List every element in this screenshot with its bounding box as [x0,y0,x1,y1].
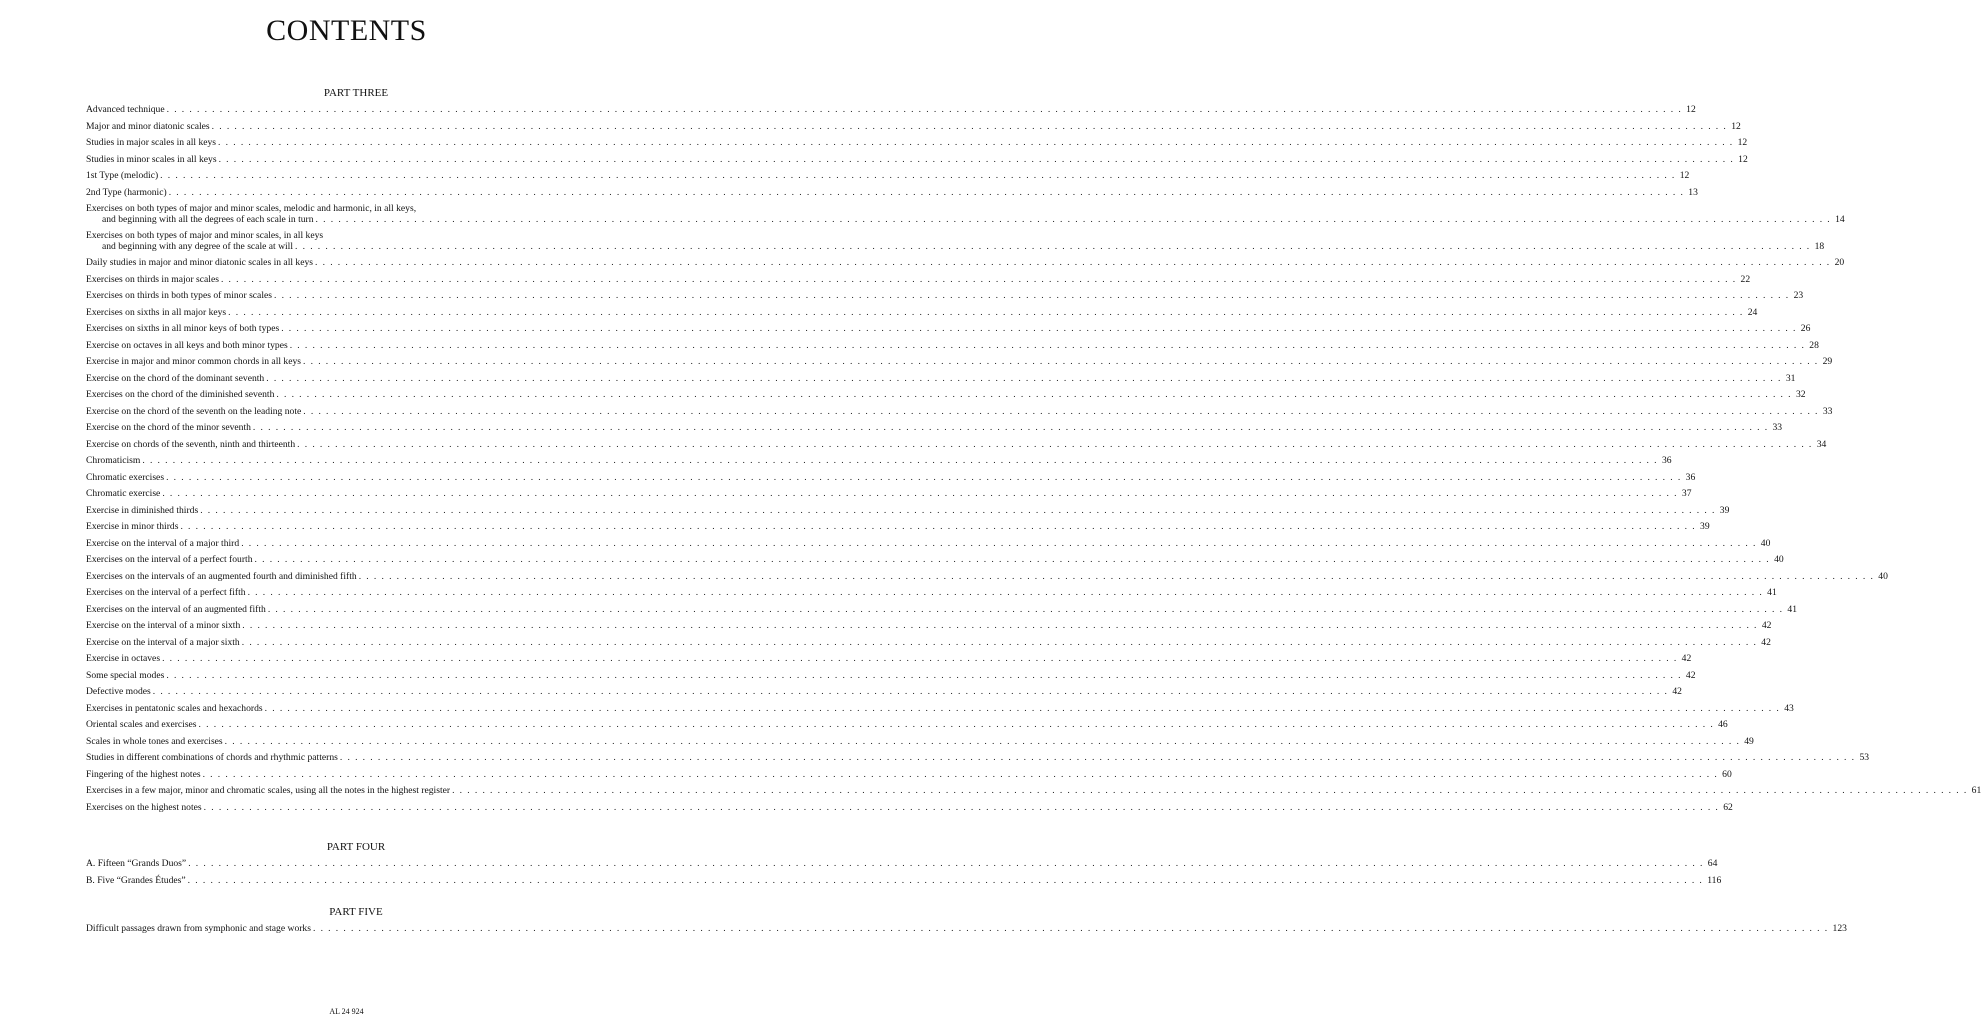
toc-entry-page: 39 [1719,504,1730,516]
dot-leader: . . . . . . . . . . . . . . . . . . . . . . . . . . . . . . . . . . . . . . . . . . . . . . . . . . . . . . . . . . . . . . . . . . . . . . . . . . . . . . . . . . . . . . . . . . . . . . . . . . . . . . . . . . . . . . . . . . . . . . . . . . . . . . . . . . . . . . . . . . . . . . . . . . . . . . . . . . . . . . . . . . . . . . . . . . . . . . . . . . . . . . . . . . . . . . . . . . . . . . . . [339,752,1856,763]
dot-leader: . . . . . . . . . . . . . . . . . . . . . . . . . . . . . . . . . . . . . . . . . . . . . . . . . . . . . . . . . . . . . . . . . . . . . . . . . . . . . . . . . . . . . . . . . . . . . . . . . . . . . . . . . . . . . . . . . . . . . . . . . . . . . . . . . . . . . . . . . . . . . . . . . . . . . . . . . . . . . . . . . . . . . . . . . . . . . . . . . . . . . . . . . . . . . . . . . . . . . . . . [162,653,1678,664]
toc-entry [86,504,1730,522]
dot-leader: . . . . . . . . . . . . . . . . . . . . . . . . . . . . . . . . . . . . . . . . . . . . . . . . . . . . . . . . . . . . . . . . . . . . . . . . . . . . . . . . . . . . . . . . . . . . . . . . . . . . . . . . . . . . . . . . . . . . . . . . . . . . . . . . . . . . . . . . . . . . . . . . . . . . . . . . . . . . . . . . . . . . . . . . . . . . . . . . . . . . . . . . . . . . . . . . . . . . . . . . [166,104,1683,115]
toc-entry [86,858,1718,875]
toc-entry-label: Exercise on the interval of a major third [86,537,240,549]
toc-entry-label: Studies in major scales in all keys [86,137,217,148]
toc-entry-label: Oriental scales and exercises [86,719,197,730]
toc-entry-page: 40 [1760,537,1771,549]
toc-entry-label: Exercises on the interval of a perfect fifth [86,587,246,598]
toc-entry-label: Chromatic exercises [86,471,165,483]
toc-entry-page: 49 [1744,735,1754,747]
toc-entry [86,120,1741,138]
toc-entry-label: Exercise in major and minor common chords in all keys [86,356,302,367]
toc-entry [86,153,1748,171]
dot-leader: . . . . . . . . . . . . . . . . . . . . . . . . . . . . . . . . . . . . . . . . . . . . . . . . . . . . . . . . . . . . . . . . . . . . . . . . . . . . . . . . . . . . . . . . . . . . . . . . . . . . . . . . . . . . . . . . . . . . . . . . . . . . . . . . . . . . . . . . . . . . . . . . . . . . . . . . . . . . . . . . . . . . . . . . . . . . . . . . . . . . . . . . . . . . . . . . . . . . . . . . [303,356,1819,367]
dot-leader: . . . . . . . . . . . . . . . . . . . . . . . . . . . . . . . . . . . . . . . . . . . . . . . . . . . . . . . . . . . . . . . . . . . . . . . . . . . . . . . . . . . . . . . . . . . . . . . . . . . . . . . . . . . . . . . . . . . . . . . . . . . . . . . . . . . . . . . . . . . . . . . . . . . . . . . . . . . . . . . . . . . . . . . . . . . . . . . . . . . . . . . . . . . . . . . . . . . . . . . . [303,405,1819,417]
toc-entry [86,104,1696,121]
toc-entry-label: Exercises in a few major, minor and chromatic scales, using all the notes in the highest register [86,785,451,796]
toc-entry-label: Daily studies in major and minor diatonic scales in all keys [86,257,314,268]
dot-leader: . . . . . . . . . . . . . . . . . . . . . . . . . . . . . . . . . . . . . . . . . . . . . . . . . . . . . . . . . . . . . . . . . . . . . . . . . . . . . . . . . . . . . . . . . . . . . . . . . . . . . . . . . . . . . . . . . . . . . . . . . . . . . . . . . . . . . . . . . . . . . . . . . . . . . . . . . . . . . . . . . . . . . . . . . . . . . . . . . . . . . . . . . . . . . . . . . . . . . . . . [281,323,1797,334]
dot-leader: . . . . . . . . . . . . . . . . . . . . . . . . . . . . . . . . . . . . . . . . . . . . . . . . . . . . . . . . . . . . . . . . . . . . . . . . . . . . . . . . . . . . . . . . . . . . . . . . . . . . . . . . . . . . . . . . . . . . . . . . . . . . . . . . . . . . . . . . . . . . . . . . . . . . . . . . . . . . . . . . . . . . . . . . . . . . . . . . . . . . . . . . . . . . . . . . . . . . . . . . [273,290,1790,301]
toc-entry-label: Chromaticism [86,455,141,466]
page-title: CONTENTS [266,14,427,47]
toc-entry-label: Some special modes [86,669,165,681]
dot-leader: . . . . . . . . . . . . . . . . . . . . . . . . . . . . . . . . . . . . . . . . . . . . . . . . . . . . . . . . . . . . . . . . . . . . . . . . . . . . . . . . . . . . . . . . . . . . . . . . . . . . . . . . . . . . . . . . . . . . . . . . . . . . . . . . . . . . . . . . . . . . . . . . . . . . . . . . . . . . . . . . . . . . . . . . . . . . . . . . . . . . . . . . . . . . . . . . . . . . . . . . [168,186,1685,198]
toc-entry [86,669,1696,687]
toc-entry-page: 42 [1672,686,1682,697]
toc-entry-page: 14 [1835,214,1845,225]
toc-entry [86,702,1794,720]
toc-part-five [86,905,1847,940]
dot-leader: . . . . . . . . . . . . . . . . . . . . . . . . . . . . . . . . . . . . . . . . . . . . . . . . . . . . . . . . . . . . . . . . . . . . . . . . . . . . . . . . . . . . . . . . . . . . . . . . . . . . . . . . . . . . . . . . . . . . . . . . . . . . . . . . . . . . . . . . . . . . . . . . . . . . . . . . . . . . . . . . . . . . . . . . . . . . . . . . . . . . . . . . . . . . . . . . . . . . . . . . [160,170,1676,181]
dot-leader: . . . . . . . . . . . . . . . . . . . . . . . . . . . . . . . . . . . . . . . . . . . . . . . . . . . . . . . . . . . . . . . . . . . . . . . . . . . . . . . . . . . . . . . . . . . . . . . . . . . . . . . . . . . . . . . . . . . . . . . . . . . . . . . . . . . . . . . . . . . . . . . . . . . . . . . . . . . . . . . . . . . . . . . . . . . . . . . . . . . . . . . . . . . . . . . . . . . . . . . . [211,120,1728,132]
toc-entry-page: 60 [1722,768,1732,780]
toc-entry-label: 1st Type (melodic) [86,170,159,181]
toc-entry-page: 40 [1878,570,1888,582]
toc-entry-label: Exercises on the highest notes [86,801,202,813]
toc-entry-label: Chromatic exercise [86,488,161,499]
toc-entry [86,686,1682,703]
toc-entry [86,323,1811,340]
dot-leader: . . . . . . . . . . . . . . . . . . . . . . . . . . . . . . . . . . . . . . . . . . . . . . . . . . . . . . . . . . . . . . . . . . . . . . . . . . . . . . . . . . . . . . . . . . . . . . . . . . . . . . . . . . . . . . . . . . . . . . . . . . . . . . . . . . . . . . . . . . . . . . . . . . . . . . . . . . . . . . . . . . . . . . . . . . . . . . . . . . . . . . . . . . . . . . . . . . . . . . . . [218,137,1734,148]
dot-leader: . . . . . . . . . . . . . . . . . . . . . . . . . . . . . . . . . . . . . . . . . . . . . . . . . . . . . . . . . . . . . . . . . . . . . . . . . . . . . . . . . . . . . . . . . . . . . . . . . . . . . . . . . . . . . . . . . . . . . . . . . . . . . . . . . . . . . . . . . . . . . . . . . . . . . . . . . . . . . . . . . . . . . . . . . . . . . . . . . . . . . . . . . . . . . . . . . . . . . . . . [312,923,1829,934]
toc-entry [86,768,1732,786]
toc-entry-page: 41 [1767,587,1777,598]
dot-leader: . . . . . . . . . . . . . . . . . . . . . . . . . . . . . . . . . . . . . . . . . . . . . . . . . . . . . . . . . . . . . . . . . . . . . . . . . . . . . . . . . . . . . . . . . . . . . . . . . . . . . . . . . . . . . . . . . . . . . . . . . . . . . . . . . . . . . . . . . . . . . . . . . . . . . . . . . . . . . . . . . . . . . . . . . . . . . . . . . . . . . . . . . . . . . . . . . . . . . . . . [276,389,1792,400]
toc-entry [86,874,1722,892]
toc-entry-label: Difficult passages drawn from symphonic and stage works [86,923,311,934]
toc-entry-label: Exercise in diminished thirds [86,504,199,516]
part-heading: PART FIVE [329,906,383,918]
toc-entry-label: 2nd Type (harmonic) [86,186,167,198]
toc-entry-page: 28 [1809,339,1819,351]
toc-entry-page: 31 [1785,372,1796,384]
toc-entry-page: 12 [1738,153,1748,165]
toc-entry-label: Exercise on the interval of a minor sixth [86,620,241,631]
toc-entry-page: 42 [1685,669,1696,681]
toc-entry [86,273,1751,291]
dot-leader: . . . . . . . . . . . . . . . . . . . . . . . . . . . . . . . . . . . . . . . . . . . . . . . . . . . . . . . . . . . . . . . . . . . . . . . . . . . . . . . . . . . . . . . . . . . . . . . . . . . . . . . . . . . . . . . . . . . . . . . . . . . . . . . . . . . . . . . . . . . . . . . . . . . . . . . . . . . . . . . . . . . . . . . . . . . . . . . . . . . . . . . . . . . . . . . . . . . . . . . . [188,858,1704,869]
toc-entry [86,653,1692,670]
dot-leader: . . . . . . . . . . . . . . . . . . . . . . . . . . . . . . . . . . . . . . . . . . . . . . . . . . . . . . . . . . . . . . . . . . . . . . . . . . . . . . . . . . . . . . . . . . . . . . . . . . . . . . . . . . . . . . . . . . . . . . . . . . . . . . . . . . . . . . . . . . . . . . . . . . . . . . . . . . . . . . . . . . . . . . . . . . . . . . . . . . . . . . . . . . . . . . . . . . . . . . . . [295,241,1811,252]
toc-entry-label: Exercise on the interval of a major sixth [86,636,240,648]
toc-entry [86,488,1692,505]
toc-entry-label: Exercises on sixths in all major keys [86,306,227,318]
dot-leader: . . . . . . . . . . . . . . . . . . . . . . . . . . . . . . . . . . . . . . . . . . . . . . . . . . . . . . . . . . . . . . . . . . . . . . . . . . . . . . . . . . . . . . . . . . . . . . . . . . . . . . . . . . . . . . . . . . . . . . . . . . . . . . . . . . . . . . . . . . . . . . . . . . . . . . . . . . . . . . . . . . . . . . . . . . . . . . . . . . . . . . . . . . . . . . . . . . . . . . . . [152,686,1669,697]
toc-entry-page: 36 [1685,471,1696,483]
toc-entry [86,570,1888,588]
dot-leader: . . . . . . . . . . . . . . . . . . . . . . . . . . . . . . . . . . . . . . . . . . . . . . . . . . . . . . . . . . . . . . . . . . . . . . . . . . . . . . . . . . . . . . . . . . . . . . . . . . . . . . . . . . . . . . . . . . . . . . . . . . . . . . . . . . . . . . . . . . . . . . . . . . . . . . . . . . . . . . . . . . . . . . . . . . . . . . . . . . . . . . . . . . . . . . . . . . . . . . . . [180,521,1697,532]
toc-entry-label: and beginning with all the degrees of each scale in turn [102,214,314,225]
toc-entry [86,405,1833,423]
toc-entry [86,752,1870,769]
toc-entry [86,203,1845,230]
toc-entry-label: Exercises on the interval of a perfect fourth [86,554,253,565]
toc-entry [86,636,1771,654]
toc-entry-page: 34 [1816,438,1827,450]
toc-entry [86,230,1825,257]
toc-entry [86,554,1784,571]
toc-entry-page: 23 [1793,290,1804,301]
toc-entry [86,389,1806,406]
dot-leader: . . . . . . . . . . . . . . . . . . . . . . . . . . . . . . . . . . . . . . . . . . . . . . . . . . . . . . . . . . . . . . . . . . . . . . . . . . . . . . . . . . . . . . . . . . . . . . . . . . . . . . . . . . . . . . . . . . . . . . . . . . . . . . . . . . . . . . . . . . . . . . . . . . . . . . . . . . . . . . . . . . . . . . . . . . . . . . . . . . . . . . . . . . . . . . . . . . . . . . . . [452,785,1968,796]
toc-entry [86,537,1771,555]
toc-entry-page: 12 [1731,120,1741,132]
toc-entry [86,290,1804,307]
toc-entry-label: Studies in minor scales in all keys [86,153,217,165]
dot-leader: . . . . . . . . . . . . . . . . . . . . . . . . . . . . . . . . . . . . . . . . . . . . . . . . . . . . . . . . . . . . . . . . . . . . . . . . . . . . . . . . . . . . . . . . . . . . . . . . . . . . . . . . . . . . . . . . . . . . . . . . . . . . . . . . . . . . . . . . . . . . . . . . . . . . . . . . . . . . . . . . . . . . . . . . . . . . . . . . . . . . . . . . . . . . . . . . . . . . . . . . [241,636,1758,648]
toc-entry-label: B. Five “Grandes Études” [86,874,186,886]
toc-entry-page: 36 [1661,455,1672,466]
toc-entry-page: 12 [1686,104,1696,115]
dot-leader: . . . . . . . . . . . . . . . . . . . . . . . . . . . . . . . . . . . . . . . . . . . . . . . . . . . . . . . . . . . . . . . . . . . . . . . . . . . . . . . . . . . . . . . . . . . . . . . . . . . . . . . . . . . . . . . . . . . . . . . . . . . . . . . . . . . . . . . . . . . . . . . . . . . . . . . . . . . . . . . . . . . . . . . . . . . . . . . . . . . . . . . . . . . . . . . . . . . . . . . . [267,603,1784,615]
toc-entry [86,735,1754,753]
toc-entry-label: Exercises on the intervals of an augmented fourth and diminished fifth [86,570,357,582]
toc-entry [86,785,1981,802]
dot-leader: . . . . . . . . . . . . . . . . . . . . . . . . . . . . . . . . . . . . . . . . . . . . . . . . . . . . . . . . . . . . . . . . . . . . . . . . . . . . . . . . . . . . . . . . . . . . . . . . . . . . . . . . . . . . . . . . . . . . . . . . . . . . . . . . . . . . . . . . . . . . . . . . . . . . . . . . . . . . . . . . . . . . . . . . . . . . . . . . . . . . . . . . . . . . . . . . . . . . . . . . [224,735,1741,747]
toc-entry-label: Exercise on octaves in all keys and both minor types [86,339,288,351]
dot-leader: . . . . . . . . . . . . . . . . . . . . . . . . . . . . . . . . . . . . . . . . . . . . . . . . . . . . . . . . . . . . . . . . . . . . . . . . . . . . . . . . . . . . . . . . . . . . . . . . . . . . . . . . . . . . . . . . . . . . . . . . . . . . . . . . . . . . . . . . . . . . . . . . . . . . . . . . . . . . . . . . . . . . . . . . . . . . . . . . . . . . . . . . . . . . . . . . . . . . . . . . [266,372,1782,384]
toc-entry [86,719,1728,736]
toc-entry-page: 123 [1832,923,1847,934]
toc-entry-label: Defective modes [86,686,151,697]
dot-leader: . . . . . . . . . . . . . . . . . . . . . . . . . . . . . . . . . . . . . . . . . . . . . . . . . . . . . . . . . . . . . . . . . . . . . . . . . . . . . . . . . . . . . . . . . . . . . . . . . . . . . . . . . . . . . . . . . . . . . . . . . . . . . . . . . . . . . . . . . . . . . . . . . . . . . . . . . . . . . . . . . . . . . . . . . . . . . . . . . . . . . . . . . . . . . . . . . . . . . . . . [289,339,1806,351]
toc-entry [86,438,1827,456]
toc-part-four [86,840,1722,891]
toc-entry [86,603,1797,621]
toc-entry-page: 37 [1681,488,1692,499]
toc-entry-page: 18 [1814,241,1825,252]
toc-entry-label: and beginning with any degree of the scale at will [102,241,294,252]
toc-entry-label: Scales in whole tones and exercises [86,735,223,747]
part-heading: PART FOUR [326,841,386,853]
dot-leader: . . . . . . . . . . . . . . . . . . . . . . . . . . . . . . . . . . . . . . . . . . . . . . . . . . . . . . . . . . . . . . . . . . . . . . . . . . . . . . . . . . . . . . . . . . . . . . . . . . . . . . . . . . . . . . . . . . . . . . . . . . . . . . . . . . . . . . . . . . . . . . . . . . . . . . . . . . . . . . . . . . . . . . . . . . . . . . . . . . . . . . . . . . . . . . . . . . . . . . . . [358,570,1875,582]
dot-leader: . . . . . . . . . . . . . . . . . . . . . . . . . . . . . . . . . . . . . . . . . . . . . . . . . . . . . . . . . . . . . . . . . . . . . . . . . . . . . . . . . . . . . . . . . . . . . . . . . . . . . . . . . . . . . . . . . . . . . . . . . . . . . . . . . . . . . . . . . . . . . . . . . . . . . . . . . . . . . . . . . . . . . . . . . . . . . . . . . . . . . . . . . . . . . . . . . . . . . . . . [228,306,1744,318]
dot-leader: . . . . . . . . . . . . . . . . . . . . . . . . . . . . . . . . . . . . . . . . . . . . . . . . . . . . . . . . . . . . . . . . . . . . . . . . . . . . . . . . . . . . . . . . . . . . . . . . . . . . . . . . . . . . . . . . . . . . . . . . . . . . . . . . . . . . . . . . . . . . . . . . . . . . . . . . . . . . . . . . . . . . . . . . . . . . . . . . . . . . . . . . . . . . . . . . . . . . . . . . [198,719,1715,730]
toc-entry [86,620,1772,637]
toc-entry-page: 42 [1761,620,1772,631]
toc-entry-page: 62 [1723,801,1733,813]
toc-part-three [86,86,1981,818]
dot-leader: . . . . . . . . . . . . . . . . . . . . . . . . . . . . . . . . . . . . . . . . . . . . . . . . . . . . . . . . . . . . . . . . . . . . . . . . . . . . . . . . . . . . . . . . . . . . . . . . . . . . . . . . . . . . . . . . . . . . . . . . . . . . . . . . . . . . . . . . . . . . . . . . . . . . . . . . . . . . . . . . . . . . . . . . . . . . . . . . . . . . . . . . . . . . . . . . . . . . . . . . [297,438,1813,450]
toc-entry-page: 32 [1795,389,1806,400]
toc-entry [86,801,1733,819]
toc-entry [86,372,1796,390]
dot-leader: . . . . . . . . . . . . . . . . . . . . . . . . . . . . . . . . . . . . . . . . . . . . . . . . . . . . . . . . . . . . . . . . . . . . . . . . . . . . . . . . . . . . . . . . . . . . . . . . . . . . . . . . . . . . . . . . . . . . . . . . . . . . . . . . . . . . . . . . . . . . . . . . . . . . . . . . . . . . . . . . . . . . . . . . . . . . . . . . . . . . . . . . . . . . . . . . . . . . . . . . [202,768,1719,780]
toc-entry-page: 22 [1740,273,1751,285]
catalog-number: AL 24 924 [329,1007,364,1016]
toc-entry-page: 13 [1688,186,1698,198]
dot-leader: . . . . . . . . . . . . . . . . . . . . . . . . . . . . . . . . . . . . . . . . . . . . . . . . . . . . . . . . . . . . . . . . . . . . . . . . . . . . . . . . . . . . . . . . . . . . . . . . . . . . . . . . . . . . . . . . . . . . . . . . . . . . . . . . . . . . . . . . . . . . . . . . . . . . . . . . . . . . . . . . . . . . . . . . . . . . . . . . . . . . . . . . . . . . . . . . . . . . . . . . [254,554,1771,565]
toc-entry [86,521,1710,538]
toc-entry-label: Fingering of the highest notes [86,768,201,780]
toc-entry-page: 53 [1859,752,1870,763]
toc-entry-first-line: Exercises on both types of major and minor scales, melodic and harmonic, in all keys, [86,203,417,214]
dot-leader: . . . . . . . . . . . . . . . . . . . . . . . . . . . . . . . . . . . . . . . . . . . . . . . . . . . . . . . . . . . . . . . . . . . . . . . . . . . . . . . . . . . . . . . . . . . . . . . . . . . . . . . . . . . . . . . . . . . . . . . . . . . . . . . . . . . . . . . . . . . . . . . . . . . . . . . . . . . . . . . . . . . . . . . . . . . . . . . . . . . . . . . . . . . . . . . . . . . . . . . . [166,669,1682,681]
toc-entry [86,186,1698,204]
dot-leader: . . . . . . . . . . . . . . . . . . . . . . . . . . . . . . . . . . . . . . . . . . . . . . . . . . . . . . . . . . . . . . . . . . . . . . . . . . . . . . . . . . . . . . . . . . . . . . . . . . . . . . . . . . . . . . . . . . . . . . . . . . . . . . . . . . . . . . . . . . . . . . . . . . . . . . . . . . . . . . . . . . . . . . . . . . . . . . . . . . . . . . . . . . . . . . . . . . . . . . . . [203,801,1720,813]
toc-entry-page: 20 [1834,257,1845,268]
dot-leader: . . . . . . . . . . . . . . . . . . . . . . . . . . . . . . . . . . . . . . . . . . . . . . . . . . . . . . . . . . . . . . . . . . . . . . . . . . . . . . . . . . . . . . . . . . . . . . . . . . . . . . . . . . . . . . . . . . . . . . . . . . . . . . . . . . . . . . . . . . . . . . . . . . . . . . . . . . . . . . . . . . . . . . . . . . . . . . . . . . . . . . . . . . . . . . . . . . . . . . . . [166,471,1682,483]
toc-entry-page: 26 [1800,323,1811,334]
toc-entry [86,471,1696,489]
dot-leader: . . . . . . . . . . . . . . . . . . . . . . . . . . . . . . . . . . . . . . . . . . . . . . . . . . . . . . . . . . . . . . . . . . . . . . . . . . . . . . . . . . . . . . . . . . . . . . . . . . . . . . . . . . . . . . . . . . . . . . . . . . . . . . . . . . . . . . . . . . . . . . . . . . . . . . . . . . . . . . . . . . . . . . . . . . . . . . . . . . . . . . . . . . . . . . . . . . . . . . . . [252,422,1769,433]
toc-entry [86,422,1783,439]
dot-leader: . . . . . . . . . . . . . . . . . . . . . . . . . . . . . . . . . . . . . . . . . . . . . . . . . . . . . . . . . . . . . . . . . . . . . . . . . . . . . . . . . . . . . . . . . . . . . . . . . . . . . . . . . . . . . . . . . . . . . . . . . . . . . . . . . . . . . . . . . . . . . . . . . . . . . . . . . . . . . . . . . . . . . . . . . . . . . . . . . . . . . . . . . . . . . . . . . . . . . . . . [315,257,1831,268]
toc-entry-page: 24 [1747,306,1758,318]
toc-entry-page: 46 [1718,719,1728,730]
toc-entry [86,455,1672,472]
dot-leader: . . . . . . . . . . . . . . . . . . . . . . . . . . . . . . . . . . . . . . . . . . . . . . . . . . . . . . . . . . . . . . . . . . . . . . . . . . . . . . . . . . . . . . . . . . . . . . . . . . . . . . . . . . . . . . . . . . . . . . . . . . . . . . . . . . . . . . . . . . . . . . . . . . . . . . . . . . . . . . . . . . . . . . . . . . . . . . . . . . . . . . . . . . . . . . . . . . . . . . . . [187,874,1704,886]
dot-leader: . . . . . . . . . . . . . . . . . . . . . . . . . . . . . . . . . . . . . . . . . . . . . . . . . . . . . . . . . . . . . . . . . . . . . . . . . . . . . . . . . . . . . . . . . . . . . . . . . . . . . . . . . . . . . . . . . . . . . . . . . . . . . . . . . . . . . . . . . . . . . . . . . . . . . . . . . . . . . . . . . . . . . . . . . . . . . . . . . . . . . . . . . . . . . . . . . . . . . . . . [242,620,1758,631]
toc-entry-label: Advanced technique [86,104,165,115]
toc-entry-page: 42 [1681,653,1692,664]
toc-entry-page: 12 [1679,170,1690,181]
toc-entry-label: Exercises on thirds in major scales [86,273,219,285]
toc-entry-label: Exercise on the chord of the seventh on the leading note [86,405,302,417]
toc-entry-page: 61 [1971,785,1981,796]
dot-leader: . . . . . . . . . . . . . . . . . . . . . . . . . . . . . . . . . . . . . . . . . . . . . . . . . . . . . . . . . . . . . . . . . . . . . . . . . . . . . . . . . . . . . . . . . . . . . . . . . . . . . . . . . . . . . . . . . . . . . . . . . . . . . . . . . . . . . . . . . . . . . . . . . . . . . . . . . . . . . . . . . . . . . . . . . . . . . . . . . . . . . . . . . . . . . . . . . . . . . . . . [247,587,1764,598]
toc-entry-label: Exercises on thirds in both types of minor scales [86,290,272,301]
toc-entry [86,306,1758,324]
toc-entry-label: Exercise on the chord of the minor seventh [86,422,251,433]
toc-entry-label: Exercise in octaves [86,653,161,664]
toc-entry-label: Exercises in pentatonic scales and hexachords [86,702,263,714]
toc-entry-label: Studies in different combinations of chords and rhythmic patterns [86,752,338,763]
toc-entry [86,137,1748,154]
toc-entry [86,339,1819,357]
toc-entry-page: 33 [1772,422,1783,433]
toc-entry-page: 64 [1707,858,1718,869]
toc-entry-label: Exercises on the chord of the diminished seventh [86,389,275,400]
toc-entry [86,356,1833,373]
dot-leader: . . . . . . . . . . . . . . . . . . . . . . . . . . . . . . . . . . . . . . . . . . . . . . . . . . . . . . . . . . . . . . . . . . . . . . . . . . . . . . . . . . . . . . . . . . . . . . . . . . . . . . . . . . . . . . . . . . . . . . . . . . . . . . . . . . . . . . . . . . . . . . . . . . . . . . . . . . . . . . . . . . . . . . . . . . . . . . . . . . . . . . . . . . . . . . . . . . . . . . . . [162,488,1678,499]
toc-entry-page: 39 [1700,521,1710,532]
dot-leader: . . . . . . . . . . . . . . . . . . . . . . . . . . . . . . . . . . . . . . . . . . . . . . . . . . . . . . . . . . . . . . . . . . . . . . . . . . . . . . . . . . . . . . . . . . . . . . . . . . . . . . . . . . . . . . . . . . . . . . . . . . . . . . . . . . . . . . . . . . . . . . . . . . . . . . . . . . . . . . . . . . . . . . . . . . . . . . . . . . . . . . . . . . . . . . . . . . . . . . . . [220,273,1737,285]
toc-entry-label: Exercise on the chord of the dominant seventh [86,372,265,384]
toc-entry-page: 33 [1822,405,1833,417]
toc-entry [86,587,1777,604]
dot-leader: . . . . . . . . . . . . . . . . . . . . . . . . . . . . . . . . . . . . . . . . . . . . . . . . . . . . . . . . . . . . . . . . . . . . . . . . . . . . . . . . . . . . . . . . . . . . . . . . . . . . . . . . . . . . . . . . . . . . . . . . . . . . . . . . . . . . . . . . . . . . . . . . . . . . . . . . . . . . . . . . . . . . . . . . . . . . . . . . . . . . . . . . . . . . . . . . . . . . . . . . [200,504,1716,516]
dot-leader: . . . . . . . . . . . . . . . . . . . . . . . . . . . . . . . . . . . . . . . . . . . . . . . . . . . . . . . . . . . . . . . . . . . . . . . . . . . . . . . . . . . . . . . . . . . . . . . . . . . . . . . . . . . . . . . . . . . . . . . . . . . . . . . . . . . . . . . . . . . . . . . . . . . . . . . . . . . . . . . . . . . . . . . . . . . . . . . . . . . . . . . . . . . . . . . . . . . . . . . . [315,214,1832,225]
toc-entry-page: 43 [1784,702,1794,714]
toc-entry-page: 12 [1737,137,1748,148]
toc-entry-label: Exercise in minor thirds [86,521,179,532]
toc-entry [86,257,1845,274]
toc-entry-label: Exercises on the interval of an augmented fifth [86,603,266,615]
toc-entry [86,170,1690,187]
dot-leader: . . . . . . . . . . . . . . . . . . . . . . . . . . . . . . . . . . . . . . . . . . . . . . . . . . . . . . . . . . . . . . . . . . . . . . . . . . . . . . . . . . . . . . . . . . . . . . . . . . . . . . . . . . . . . . . . . . . . . . . . . . . . . . . . . . . . . . . . . . . . . . . . . . . . . . . . . . . . . . . . . . . . . . . . . . . . . . . . . . . . . . . . . . . . . . . . . . . . . . . . [142,455,1658,466]
toc-entry-first-line: Exercises on both types of major and minor scales, in all keys [86,230,324,241]
toc-entry-label: Exercises on sixths in all minor keys of both types [86,323,280,334]
toc-entry-page: 42 [1761,636,1771,648]
toc-entry-label: A. Fifteen “Grands Duos” [86,858,187,869]
dot-leader: . . . . . . . . . . . . . . . . . . . . . . . . . . . . . . . . . . . . . . . . . . . . . . . . . . . . . . . . . . . . . . . . . . . . . . . . . . . . . . . . . . . . . . . . . . . . . . . . . . . . . . . . . . . . . . . . . . . . . . . . . . . . . . . . . . . . . . . . . . . . . . . . . . . . . . . . . . . . . . . . . . . . . . . . . . . . . . . . . . . . . . . . . . . . . . . . . . . . . . . . [264,702,1781,714]
dot-leader: . . . . . . . . . . . . . . . . . . . . . . . . . . . . . . . . . . . . . . . . . . . . . . . . . . . . . . . . . . . . . . . . . . . . . . . . . . . . . . . . . . . . . . . . . . . . . . . . . . . . . . . . . . . . . . . . . . . . . . . . . . . . . . . . . . . . . . . . . . . . . . . . . . . . . . . . . . . . . . . . . . . . . . . . . . . . . . . . . . . . . . . . . . . . . . . . . . . . . . . . [218,153,1735,165]
part-heading: PART THREE [323,87,389,99]
dot-leader: . . . . . . . . . . . . . . . . . . . . . . . . . . . . . . . . . . . . . . . . . . . . . . . . . . . . . . . . . . . . . . . . . . . . . . . . . . . . . . . . . . . . . . . . . . . . . . . . . . . . . . . . . . . . . . . . . . . . . . . . . . . . . . . . . . . . . . . . . . . . . . . . . . . . . . . . . . . . . . . . . . . . . . . . . . . . . . . . . . . . . . . . . . . . . . . . . . . . . . . . [241,537,1757,549]
toc-entry-label: Exercise on chords of the seventh, ninth and thirteenth [86,438,296,450]
toc-entry-label: Major and minor diatonic scales [86,120,210,132]
toc-entry-page: 40 [1774,554,1784,565]
toc-entry-page: 41 [1787,603,1797,615]
toc-entry-page: 29 [1822,356,1833,367]
toc-entry [86,923,1847,940]
toc-entry-page: 116 [1707,874,1722,886]
